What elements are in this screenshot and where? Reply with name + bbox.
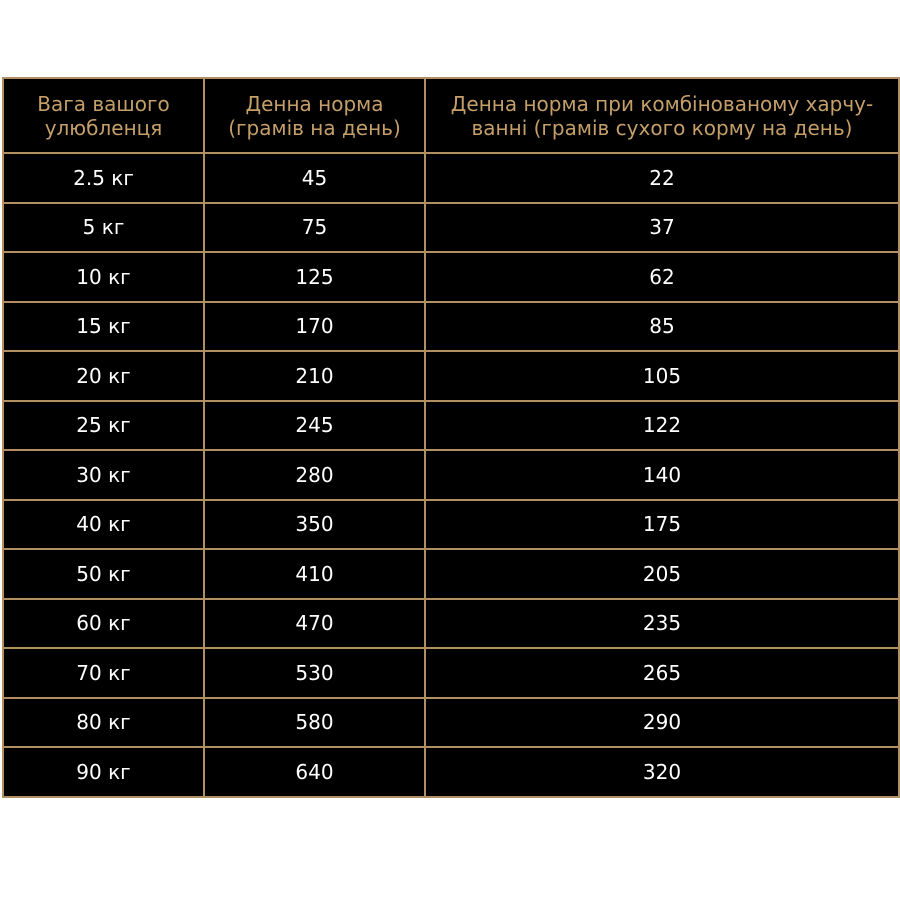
- cell-weight: 30 кг: [3, 450, 204, 500]
- cell-daily-norm: 45: [204, 153, 425, 203]
- cell-daily-norm: 170: [204, 302, 425, 352]
- table-row: [3, 153, 899, 203]
- cell-combined-norm: 290: [425, 698, 899, 748]
- cell-combined-norm: 205: [425, 549, 899, 599]
- cell-weight: 2.5 кг: [3, 153, 204, 203]
- cell-daily-norm: 245: [204, 401, 425, 451]
- cell-combined-norm: 175: [425, 500, 899, 550]
- table-row: [3, 599, 899, 649]
- feeding-table: [2, 77, 900, 798]
- cell-combined-norm: 37: [425, 203, 899, 253]
- cell-daily-norm: 410: [204, 549, 425, 599]
- cell-daily-norm: 280: [204, 450, 425, 500]
- cell-weight: 40 кг: [3, 500, 204, 550]
- cell-weight: 50 кг: [3, 549, 204, 599]
- table-row: [3, 252, 899, 302]
- table-header-row: [3, 78, 899, 153]
- table-row: [3, 351, 899, 401]
- cell-weight: 5 кг: [3, 203, 204, 253]
- cell-daily-norm: 125: [204, 252, 425, 302]
- cell-daily-norm: 580: [204, 698, 425, 748]
- cell-daily-norm: 350: [204, 500, 425, 550]
- table-row: [3, 500, 899, 550]
- cell-combined-norm: 320: [425, 747, 899, 797]
- table-row: [3, 549, 899, 599]
- cell-weight: 25 кг: [3, 401, 204, 451]
- cell-combined-norm: 122: [425, 401, 899, 451]
- table-row: [3, 747, 899, 797]
- cell-combined-norm: 62: [425, 252, 899, 302]
- table-row: [3, 698, 899, 748]
- table-row: [3, 450, 899, 500]
- cell-combined-norm: 105: [425, 351, 899, 401]
- table-row: [3, 302, 899, 352]
- cell-combined-norm: 22: [425, 153, 899, 203]
- header-daily-norm: Денна норма (грамів на день): [204, 78, 425, 153]
- cell-weight: 10 кг: [3, 252, 204, 302]
- cell-daily-norm: 210: [204, 351, 425, 401]
- cell-daily-norm: 530: [204, 648, 425, 698]
- cell-weight: 90 кг: [3, 747, 204, 797]
- cell-combined-norm: 265: [425, 648, 899, 698]
- cell-daily-norm: 75: [204, 203, 425, 253]
- table-row: [3, 648, 899, 698]
- cell-combined-norm: 140: [425, 450, 899, 500]
- header-pet-weight: Вага вашого улюбленця: [3, 78, 204, 153]
- table-row: [3, 401, 899, 451]
- table-row: [3, 203, 899, 253]
- cell-combined-norm: 85: [425, 302, 899, 352]
- cell-weight: 60 кг: [3, 599, 204, 649]
- cell-weight: 70 кг: [3, 648, 204, 698]
- cell-daily-norm: 470: [204, 599, 425, 649]
- cell-combined-norm: 235: [425, 599, 899, 649]
- cell-daily-norm: 640: [204, 747, 425, 797]
- cell-weight: 80 кг: [3, 698, 204, 748]
- cell-weight: 15 кг: [3, 302, 204, 352]
- header-combined-norm: Денна норма при комбінованому харчу-ванні (грамів сухого корму на день): [425, 78, 899, 153]
- cell-weight: 20 кг: [3, 351, 204, 401]
